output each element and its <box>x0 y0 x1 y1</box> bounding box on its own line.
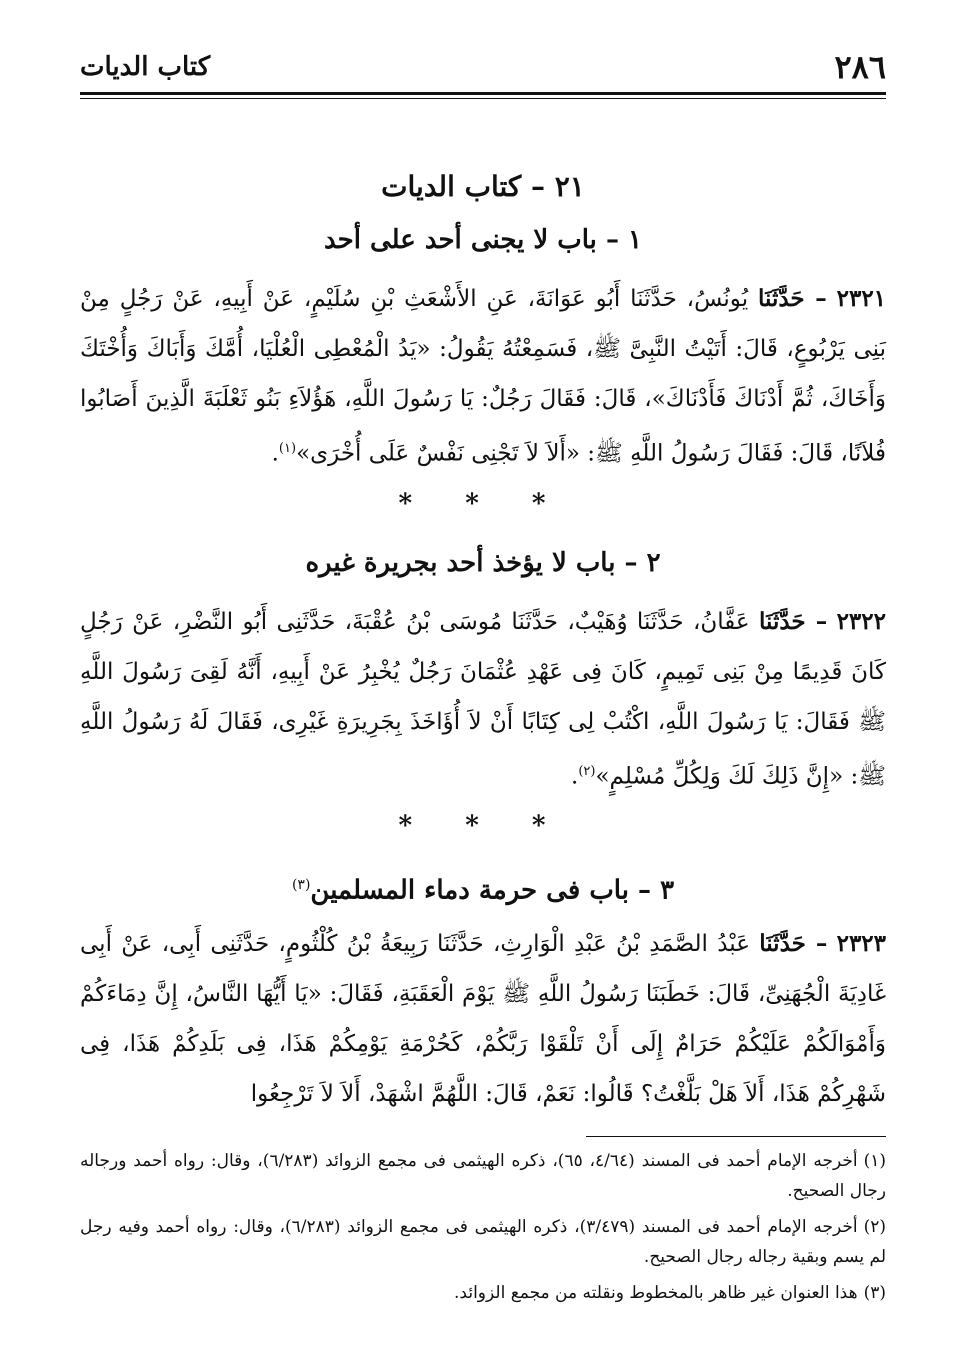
hadith-2323 <box>80 919 886 1119</box>
hadith-2321: ٢٣٢١ – حَدَّثَنَا يُونُسُ، حَدَّثَنَا أَبُو عَوَانَةَ، عَنِ الأَشْعَثِ بْنِ سُلَيْمٍ، عَنْ أَبِيهِ، عَنْ رَجُلٍ مِنْ بَنِى يَرْبُوعٍ، قَالَ: أَتَيْتُ النَّبِىَّ ﷺ، فَسَمِعْتُهُ يَقُولُ: «يَدُ الْمُعْطِى الْعُلْيَا، أُمَّكَ وَأَبَاكَ وَأُخْتَكَ وَأَخَاكَ، ثُمَّ أَدْنَاكَ فَأَدْنَاكَ»، قَالَ: فَقَالَ رَجُلٌ: يَا رَسُولَ اللَّهِ، هَؤُلاَءِ بَنُو ثَعْلَبَةَ الَّذِينَ أَصَابُوا فُلاَنًا، قَالَ: فَقَالَ رَسُولُ اللَّهِ ﷺ: «أَلاَ لاَ تَجْنِى نَفْسٌ عَلَى أُخْرَى»$^{(١)}$. <box>80 285 887 467</box>
footnote-1: (١)أخرجه الإمام أحمد فى المسند (٤/٦٤، ٦٥)، ذكره الهيثمى فى مجمع الزوائد (٦/٢٨٣)، وقال: رواه أحمد ورجاله رجال الصحيح. <box>80 1151 887 1201</box>
page-header <box>80 44 886 90</box>
hadith-number: ٢٣٢٣ <box>836 930 887 958</box>
main-content <box>80 150 886 1119</box>
hadith-text: عَفَّانُ، حَدَّثَنَا وُهَيْبٌ، حَدَّثَنَا مُوسَى بْنُ عُقْبَةَ، حَدَّثَنِى أَبُو النَّضْرِ، عَنْ رَجُلٍ كَانَ قَدِيمًا مِنْ بَنِى تَمِيمٍ، كَانَ فِى عَهْدِ عُثْمَانَ رَجُلٌ يُخْبِرُ عَنْ أَبِيهِ، أَنَّهُ لَقِىَ رَسُولَ اللَّهِ ﷺ فَقَالَ: يَا رَسُولَ اللَّهِ، اكْتُبْ لِى كِتَابًا أَنْ لاَ أُؤَاخَذَ بِجَرِيرَةِ غَيْرِى، فَقَالَ لَهُ رَسُولُ اللَّهِ ﷺ: «إِنَّ ذَلِكَ لَكَ وَلِكُلِّ مُسْلِمٍ» <box>80 608 886 790</box>
running-title: كتاب الديات <box>80 52 211 82</box>
hadith-text: يُونُسُ، حَدَّثَنَا أَبُو عَوَانَةَ، عَنِ الأَشْعَثِ بْنِ سُلَيْمٍ، عَنْ أَبِيهِ، عَنْ رَجُلٍ مِنْ بَنِى يَرْبُوعٍ، قَالَ: أَتَيْتُ النَّبِىَّ ﷺ، فَسَمِعْتُهُ يَقُولُ: «يَدُ الْمُعْطِى الْعُلْيَا، أُمَّكَ وَأَبَاكَ وَأُخْتَكَ وَأَخَاكَ، ثُمَّ أَدْنَاكَ فَأَدْنَاكَ»، قَالَ: فَقَالَ رَجُلٌ: يَا رَسُولَ اللَّهِ، هَؤُلاَءِ بَنُو ثَعْلَبَةَ الَّذِينَ أَصَابُوا فُلاَنًا، قَالَ: فَقَالَ رَسُولُ اللَّهِ ﷺ: «أَلاَ لاَ تَجْنِى نَفْسٌ عَلَى أُخْرَى» <box>80 286 886 467</box>
chapter-title-2: ٢ – باب لا يؤخذ أحد بجريرة غيره <box>305 547 661 578</box>
footnote-ref-3[interactable]: (٣) <box>291 877 311 894</box>
footnote-3: (٣)هذا العنوان غير ظاهر بالمخطوط ونقلته من مجمع الزوائد. <box>454 1283 886 1303</box>
header-rule-thin <box>80 98 886 99</box>
section-divider: * * * <box>398 811 568 842</box>
page-number: ٢٨٦ <box>834 48 886 86</box>
hadith-lead: – حَدَّثَنَا <box>759 607 828 635</box>
footnote-2: (٢)أخرجه الإمام أحمد فى المسند (٣/٤٧٩)، ذكره الهيثمى فى مجمع الزوائد (٦/٢٨٣)، وقال: رواه أحمد وفيه رجل لم يسم وبقية رجاله رجال الصحيح. <box>80 1217 886 1267</box>
footnote-ref-2[interactable]: (٢) <box>578 763 596 779</box>
header-rule-thick <box>80 92 886 95</box>
hadith-lead: – حَدَّثَنَا <box>759 930 828 958</box>
hadith-text: عَبْدُ الصَّمَدِ بْنُ عَبْدِ الْوَارِثِ، حَدَّثَنَا رَبِيعَةُ بْنُ كُلْثُومٍ، حَدَّثَنِى أَبِى، عَنْ أَبِى غَادِيَةَ الْجُهَنِىِّ، قَالَ: خَطَبَنَا رَسُولُ اللَّهِ ﷺ يَوْمَ الْعَقَبَةِ، فَقَالَ: «يَا أَيُّهَا النَّاسُ، إِنَّ دِمَاءَكُمْ وَأَمْوَالَكُمْ عَلَيْكُمْ حَرَامٌ إِلَى أَنْ تَلْقَوْا رَبَّكُمْ، كَحُرْمَةِ يَوْمِكُمْ هَذَا، فِى بَلَدِكُمْ هَذَا، فِى شَهْرِكُمْ هَذَا، أَلاَ هَلْ بَلَّغْتُ؟ قَالُوا: نَعَمْ، قَالَ: اللَّهُمَّ اشْهَدْ، أَلاَ لاَ تَرْجِعُوا <box>80 931 886 1108</box>
footnote-ref-1[interactable]: (١) <box>278 441 297 456</box>
footnote-mark: (٢) <box>863 1217 886 1237</box>
chapter-title-3: ٣ – باب فى حرمة دماء المسلمين$^{(٣)}$ <box>291 875 675 906</box>
hadith-number: ٢٣٢٢ <box>836 607 886 635</box>
hadith-2322: ٢٣٢٢ – حَدَّثَنَا عَفَّانُ، حَدَّثَنَا وُهَيْبٌ، حَدَّثَنَا مُوسَى بْنُ عُقْبَةَ، حَدَّثَنِى أَبُو النَّضْرِ، عَنْ رَجُلٍ كَانَ قَدِيمًا مِنْ بَنِى تَمِيمٍ، كَانَ فِى عَهْدِ عُثْمَانَ رَجُلٌ يُخْبِرُ عَنْ أَبِيهِ، أَنَّهُ لَقِىَ رَسُولَ اللَّهِ ﷺ فَقَالَ: يَا رَسُولَ اللَّهِ، اكْتُبْ لِى كِتَابًا أَنْ لاَ أُؤَاخَذَ بِجَرِيرَةِ غَيْرِى، فَقَالَ لَهُ رَسُولُ اللَّهِ ﷺ: «إِنَّ ذَلِكَ لَكَ وَلِكُلِّ مُسْلِمٍ»$^{(٢)}$. <box>80 607 886 790</box>
footnote-mark: (١) <box>863 1151 887 1171</box>
chapter-title-1: ١ – باب لا يجنى أحد على أحد <box>323 225 642 255</box>
footnote-rule <box>586 1136 886 1137</box>
section-divider: * * * <box>398 488 568 519</box>
book-title: ٢١ – كتاب الديات <box>381 170 585 203</box>
footnotes <box>80 1146 886 1314</box>
hadith-number: ٢٣٢١ <box>836 285 887 312</box>
footnote-mark: (٣) <box>863 1283 886 1303</box>
hadith-lead: – حَدَّثَنَا <box>758 285 827 312</box>
